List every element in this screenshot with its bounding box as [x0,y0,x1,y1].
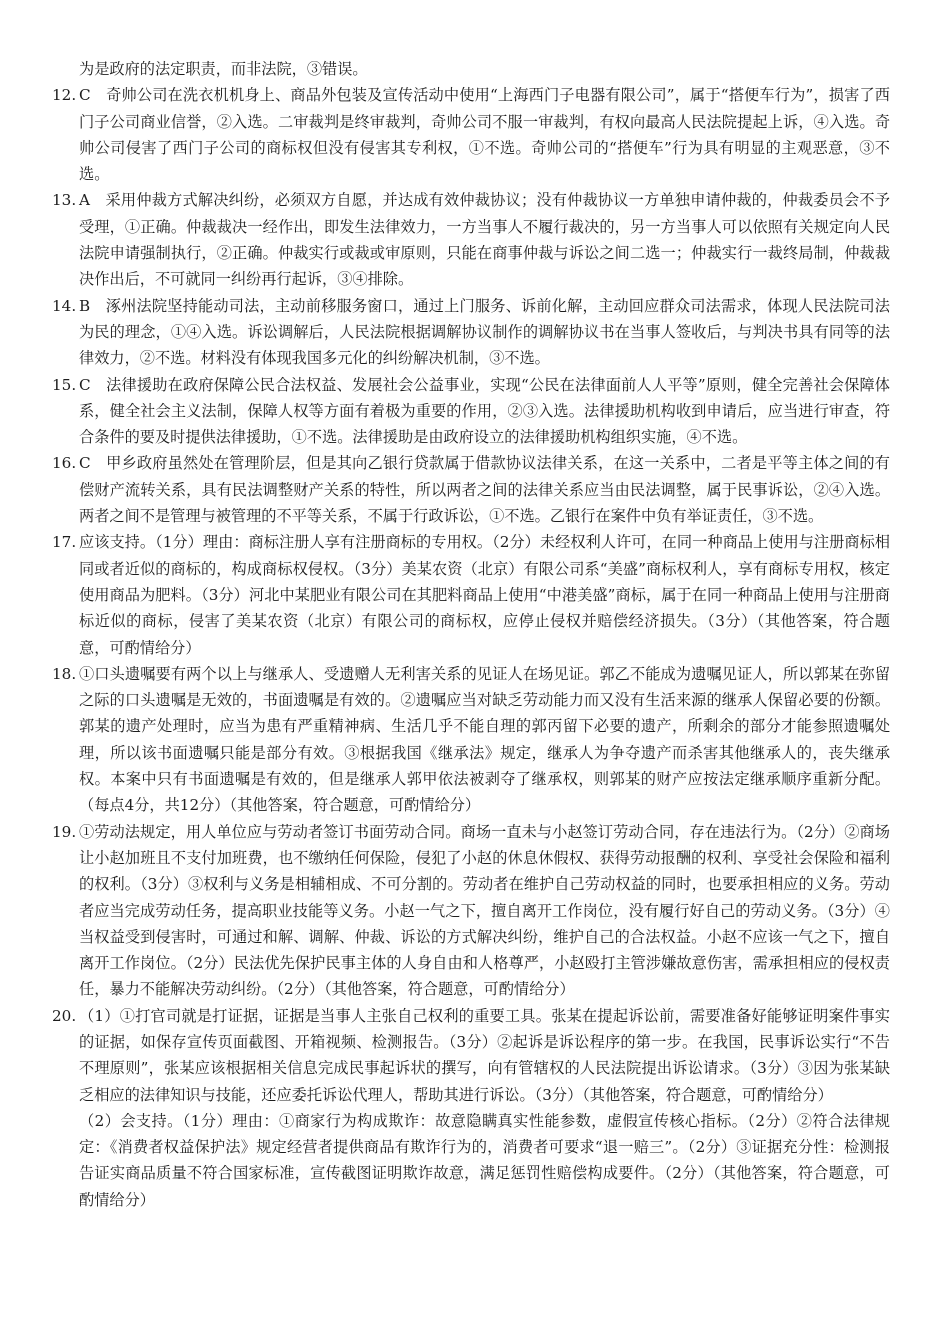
answer-item [52,372,890,451]
answer-item [52,819,890,1003]
answer-number: 18. [52,664,77,683]
answer-text: A 采用仲裁方式解决纠纷，必须双方自愿，并达成有效仲裁协议；没有仲裁协议一方单独申请仲裁的，仲裁委员会不予受理，①正确。仲裁裁决一经作出，即发生法律效力，一方当事人不履行裁决的，另一方当事人可以依照有关规定向人民法院申请强制执行，②正确。仲裁实行或裁或审原则，只能在商事仲裁与诉讼之间二选一；仲裁实行一裁终局制，仲裁裁决作出后，不可就同一纠纷再行起诉，③④排除。 [79,191,890,289]
answer-text: （1）①打官司就是打证据，证据是当事人主张自己权利的重要工具。张某在提起诉讼前，需要准备好能够证明案件事实的证据，如保存宣传页面截图、开箱视频、检测报告。（3分）②起诉是诉讼程序的第一步。在我国，民事诉讼实行“不告不理原则”，张某应该根据相关信息完成民事起诉状的撰写，向有管辖权的人民法院提出诉讼请求。（3分）③因为张某缺乏相应的法律知识与技能，还应委托诉讼代理人，帮助其进行诉讼。（3分）（其他答案，符合题意，可酌情给分） [79,1006,890,1104]
answer-number: 19. [52,822,77,841]
answer-number: 20. [52,1006,77,1025]
answer-item [52,661,890,819]
answer-text: 应该支持。（1分）理由：商标注册人享有注册商标的专用权。（2分）未经权利人许可，在同一种商品上使用与注册商标相同或者近似的商标的，构成商标权侵权。（3分）美某农资（北京）有限公司系“美盛”商标权利人，享有商标专用权，核定使用商品为肥料。（3分）河北中某肥业有限公司在其肥料商品上使用“中港美盛”商标，属于在同一种商品上使用与注册商标近似的商标，侵害了美某农资（北京）有限公司的商标权，应停止侵权并赔偿经济损失。（3分）（其他答案，符合题意，可酌情给分） [79,533,890,657]
answer-number: 17. [52,533,77,552]
answer-item [52,82,890,187]
answer-text: C 甲乡政府虽然处在管理阶层，但是其向乙银行贷款属于借款协议法律关系，在这一关系中，二者是平等主体之间的有偿财产流转关系，具有民法调整财产关系的特性，所以两者之间的法律关系应当由民法调整，属于民事诉讼，②④入选。两者之间不是管理与被管理的不平等关系，不属于行政诉讼，①不选。乙银行在案件中负有举证责任，③不选。 [79,454,890,526]
answer-text: C 法律援助在政府保障公民合法权益、发展社会公益事业，实现“公民在法律面前人人平等”原则，健全完善社会保障体系，健全社会主义法制，保障人权等方面有着极为重要的作用，②③入选。法律援助机构收到申请后，应当进行审查，符合条件的要及时提供法律援助，①不选。法律援助是由政府设立的法律援助机构组织实施，④不选。 [79,375,890,447]
answer-item [52,1003,890,1213]
answer-number: 13. [52,191,77,210]
answer-item [52,529,890,660]
answer-text: ①劳动法规定，用人单位应与劳动者签订书面劳动合同。商场一直未与小赵签订劳动合同，存在违法行为。（2分）②商场让小赵加班且不支付加班费，也不缴纳任何保险，侵犯了小赵的休息休假权、获得劳动报酬的权利、享受社会保险和福利的权利。（3分）③权利与义务是相辅相成、不可分割的。劳动者在维护自己劳动权益的同时，也要承担相应的义务。劳动者应当完成劳动任务，提高职业技能等义务。小赵一气之下，擅自离开工作岗位，没有履行好自己的劳动义务。（3分）④当权益受到侵害时，可通过和解、调解、仲裁、诉讼的方式解决纠纷，维护自己的合法权益。小赵不应该一气之下，擅自离开工作岗位。（2分）民法优先保护民事主体的人身自由和人格尊严，小赵殴打主管涉嫌故意伤害，需承担相应的侵权责任，暴力不能解决劳动纠纷。（2分）（其他答案，符合题意，可酌情给分） [79,822,890,999]
answer-item [52,293,890,372]
answer-number: 15. [52,375,77,394]
answer-number: 14. [52,296,77,315]
answer-text: B 涿州法院坚持能动司法，主动前移服务窗口，通过上门服务、诉前化解，主动回应群众司法需求，体现人民法院司法为民的理念，①④入选。诉讼调解后，人民法院根据调解协议制作的调解协议书在当事人签收后，与判决书具有同等的法律效力，②不选。材料没有体现我国多元化的纠纷解决机制，③不选。 [79,296,890,368]
answer-text: ①口头遗嘱要有两个以上与继承人、受遗赠人无利害关系的见证人在场见证。郭乙不能成为遗嘱见证人，所以郭某在弥留之际的口头遗嘱是无效的，书面遗嘱是有效的。②遗嘱应当对缺乏劳动能力而又没有生活来源的继承人保留必要的份额。郭某的遗产处理时，应当为患有严重精神病、生活几乎不能自理的郭丙留下必要的遗产，所剩余的部分才能参照遗嘱处理，所以该书面遗嘱只能是部分有效。③根据我国《继承法》规定，继承人为争夺遗产而杀害其他继承人的，丧失继承权。本案中只有书面遗嘱是有效的，但是继承人郭甲依法被剥夺了继承权，则郭某的财产应按法定继承顺序重新分配。（每点4分，共12分）（其他答案，符合题意，可酌情给分） [79,664,890,815]
answer-text: （2）会支持。（1分）理由：①商家行为构成欺诈：故意隐瞒真实性能参数，虚假宣传核心指标。（2分）②符合法律规定：《消费者权益保护法》规定经营者提供商品有欺诈行为的，消费者可要求“退一赔三”。（2分）③证据充分性：检测报告证实商品质量不符合国家标准，宣传截图证明欺诈故意，满足惩罚性赔偿构成要件。（2分）（其他答案，符合题意，可酌情给分） [79,1111,890,1209]
answer-number: 16. [52,454,77,473]
answer-text: C 奇帅公司在洗衣机机身上、商品外包装及宣传活动中使用“上海西门子电器有限公司”，属于“搭便车行为”，损害了西门子公司商业信誉，②入选。二审裁判是终审裁判，奇帅公司不服一审裁判，有权向最高人民法院提起上诉，④入选。奇帅公司侵害了西门子公司的商标权但没有侵害其专利权，①不选。奇帅公司的“搭便车”行为具有明显的主观恶意，③不选。 [79,86,890,184]
intro-line: 为是政府的法定职责，而非法院，③错误。 [79,60,368,78]
answer-list [52,82,890,1213]
answer-item [52,450,890,529]
answer-number: 12. [52,86,77,105]
answer-item [52,187,890,292]
